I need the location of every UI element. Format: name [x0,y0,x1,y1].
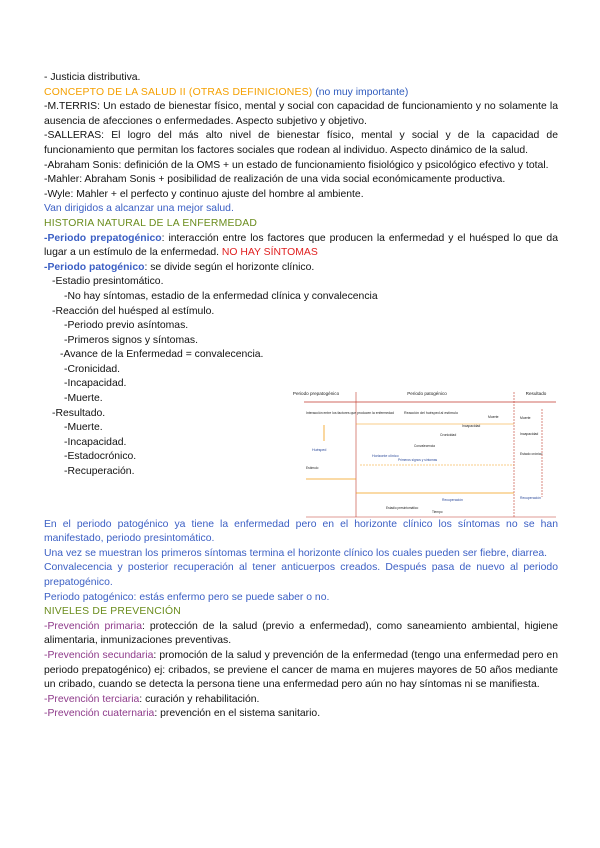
estadio-item: -Estadio presintomático. [52,276,164,288]
diagram-incapacidad: Incapacidad [462,424,481,428]
recuperacion-item: -Recuperación. [64,466,135,478]
diagram-col3-label: Resultado [525,391,547,396]
diagram-horizonte: Horizonte clínico [372,454,399,458]
diagram-huesped: Huésped [312,448,327,452]
prepatogenico-paragraph [44,232,558,261]
cuaternaria-paragraph [44,707,558,722]
concepto-note: (no muy importante) [315,86,409,98]
diagram-r-recup: Recuperación [520,496,541,500]
diagram-r-incap: Incapacidad [520,432,539,436]
explanation-4: Periodo patogénico: estás enfermo pero se puede saber o no. [44,591,330,603]
terciaria-paragraph [44,693,558,708]
diagram-recuperacion: Recuperación [442,498,463,502]
historia-heading: HISTORIA NATURAL DE LA ENFERMEDAD [44,217,258,229]
diagram-interaccion: Interacción entre los factores que producen la enfermedad [306,411,394,415]
incapacidad-item-2: -Incapacidad. [64,436,127,448]
estadocronico-item: -Estadocrónico. [64,451,137,463]
terris-definition: -M.TERRIS: Un estado de bienestar físico, mental y social con capacidad de funcionamiento y no solamente la ausencia de afecciones o enfermedades. Aspecto subjetivo y objetivo. [44,101,558,127]
diagram-estadio: Estadio presintomático [386,506,419,510]
diagram-estimulo: Estímulo [306,466,319,470]
terciaria-text: : curación y rehabilitación. [139,693,260,705]
cuaternaria-text: : prevención en el sistema sanitario. [154,708,321,720]
explanation-1: En el periodo patogénico ya tiene la enfermedad pero en el horizonte clínico los síntomas no se han manifestado, periodo presintomático. [44,518,558,545]
previo-item: -Periodo previo asíntomas. [64,320,189,332]
mahler-definition: -Mahler: Abraham Sonis + posibilidad de realización de una vida social económicamente productiva. [44,174,506,186]
cuaternaria-label: -Prevención cuaternaria [44,708,155,720]
prepatogenico-label: -Periodo prepatogénico [44,232,162,244]
diagram-r-cronico: Estado crónico [520,452,543,456]
justicia-line: - Justicia distributiva. [44,72,141,83]
avance-item: -Avance de la Enfermedad = convalecencia. [60,349,264,361]
primaria-paragraph [44,620,558,649]
diagram-col1-label: Periodo prepatogénico [292,391,340,396]
patogenico-text: : se divide según el horizonte clínico. [144,261,315,273]
explanation-2: Una vez se muestran los primeros síntomas termina el horizonte clínico los cuales pueden ser fiebre, diarrea. [44,547,548,559]
patogenico-paragraph [44,261,558,276]
muerte-item-1: -Muerte. [64,393,103,405]
diagram-r-muerte: Muerte [520,416,531,420]
no-sintomas-text: NO HAY SÍNTOMAS [221,247,318,259]
cronicidad-item: -Cronicidad. [64,363,121,375]
primaria-text: : protección de la salud (previo a enfermedad), como saneamiento ambiental, higiene alimentaria, inmunizaciones preventivas. [44,620,558,647]
diagram-signos: Primeros signos y síntomas [398,458,438,462]
incapacidad-item-1: -Incapacidad. [64,378,127,390]
prepatogenico-text: : interacción entre los factores que producen la enfermedad y el huésped lo que da lugar a un estímulo de la enfermedad. [44,232,558,259]
diagram-tiempo: Tiempo [432,510,443,514]
concepto-heading [44,86,558,101]
diagram-convalecencia: Convalecencia [414,444,435,448]
explanation-3: Convalecencia y posterior recuperación al tener anticuerpos creados. Después pasa de nuevo al periodo prepatogénico. [44,562,558,588]
terciaria-label: -Prevención terciaria [44,693,140,705]
concepto-title: CONCEPTO DE LA SALUD II (OTRAS DEFINICIONES) [44,86,313,98]
niveles-heading: NIVELES DE PREVENCIÓN [44,606,182,618]
natural-history-diagram [292,389,558,521]
muerte-item-2: -Muerte. [64,422,103,434]
wyle-definition: -Wyle: Mahler + el perfecto y continuo ajuste del hombre al ambiente. [44,188,364,200]
secundaria-paragraph [44,649,558,693]
diagram-svg [292,389,558,521]
diagram-col2-label: Periodo patogénico [407,391,447,396]
diagram-muerte: Muerte [488,415,499,419]
sonis-definition: -Abraham Sonis: definición de la OMS + un estado de funcionamiento fisiológico y psicológico efectivo y total. [44,159,549,171]
diagram-cronicidad: Cronicidad [440,433,457,437]
patogenico-label: -Periodo patogénico [44,261,145,273]
salleras-definition: -SALLERAS: El logro del más alto nivel de bienestar físico, mental y social y de la capacidad de funcionamiento que permitan los factores sociales que rodean al individuo. Aspecto dinámico de la salud. [44,130,558,156]
secundaria-label: -Prevención secundaria [44,649,154,661]
secundaria-text: : promoción de la salud y prevención de la enfermedad (tengo una enfermedad pero en periodo prepatogénico) ej: cribados, se previene el cancer de mama en mujeres mayores de 50 años mediante un cribado, cuando se detecta la persona tiene una enfermedad pero aún no hay síntomas ni se manifiesta. [44,649,558,691]
primeros-item: -Primeros signos y síntomas. [64,334,198,346]
resultado-item: -Resultado. [52,407,106,419]
dirigidos-line: Van dirigidos a alcanzar una mejor salud. [44,203,234,215]
no-hay-item: -No hay síntomas, estadio de la enfermedad clínica y convalecencia [64,290,378,302]
diagram-reaccion: Reacción del huésped al estímulo [404,411,458,415]
reaccion-item: -Reacción del huésped al estímulo. [52,305,215,317]
primaria-label: -Prevención primaria [44,620,142,632]
